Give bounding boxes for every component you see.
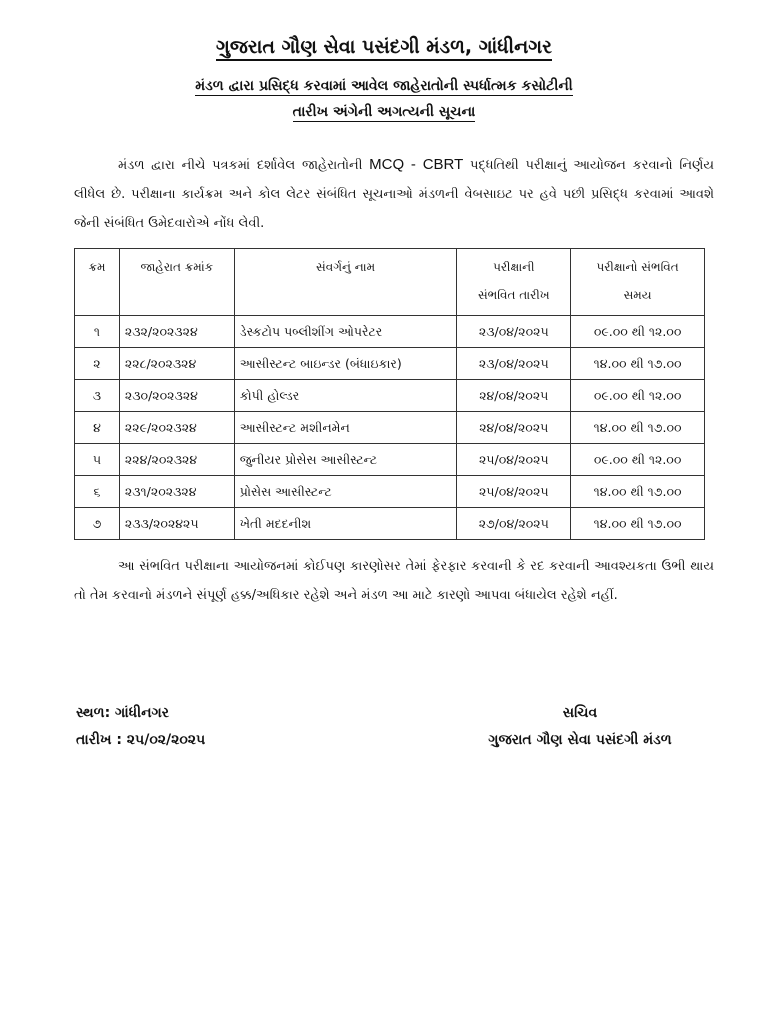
cell-exam-time: ૦૯.૦૦ થી ૧૨.૦૦ <box>571 444 705 476</box>
table-header-row <box>75 249 705 316</box>
cell-cadre-name: આસીસ્ટન્ટ બાઇન્ડર (બંધાઇકાર) <box>234 348 457 380</box>
cell-exam-time: ૦૯.૦૦ થી ૧૨.૦૦ <box>571 380 705 412</box>
cell-cadre-name: કોપી હોલ્ડર <box>234 380 457 412</box>
place-date-block <box>76 700 205 754</box>
cell-cadre-name: જુનીયર પ્રોસેસ આસીસ્ટન્ટ <box>234 444 457 476</box>
note-text: આ સંભવિત પરીક્ષાના આયોજનમાં કોઈપણ કારણોસર તેમાં ફેરફાર કરવાની કે રદ કરવાની આવશ્યકતા ઉભી થાય તો તેમ કરવાનો મંડળને સંપૂર્ણ હક્ક/અધિકાર રહેશે અને મંડળ આ માટે કારણો આપવા બંધાયેલ રહેશે નહીં. <box>74 559 714 603</box>
cell-advertisement-no: ૨૨૪/૨૦૨૩૨૪ <box>119 444 234 476</box>
cell-cadre-name: પ્રોસેસ આસીસ્ટન્ટ <box>234 476 457 508</box>
table-row <box>75 316 705 348</box>
cell-cadre-name: ડેસ્કટોપ પબ્લીશીંગ ઓપરેટર <box>234 316 457 348</box>
notice-subtitle-line1: મંડળ દ્વારા પ્રસિદ્ધ કરવામાં આવેલ જાહેરાતોની સ્પર્ધાત્મક કસોટીની <box>195 78 573 94</box>
header-serial: ક્રમ <box>75 249 120 316</box>
date-label: તારીખ : ૨૫/૦૨/૨૦૨૫ <box>76 732 206 748</box>
notice-title: ગુજરાત ગૌણ સેવા પસંદગી મંડળ, ગાંધીનગર <box>0 36 768 58</box>
note-paragraph <box>74 552 714 610</box>
table-row <box>75 380 705 412</box>
cell-exam-date: ૨૫/૦૪/૨૦૨૫ <box>457 476 571 508</box>
cell-cadre-name: ખેતી મદદનીશ <box>234 508 457 540</box>
intro-text-part1: મંડળ દ્વારા નીચે પત્રકમાં દર્શાવેલ જાહેરાતોની <box>118 158 370 173</box>
cell-exam-date: ૨૪/૦૪/૨૦૨૫ <box>457 380 571 412</box>
cell-serial: ૬ <box>75 476 120 508</box>
cell-exam-date: ૨૩/૦૪/૨૦૨૫ <box>457 348 571 380</box>
cell-advertisement-no: ૨૩૧/૨૦૨૩૨૪ <box>119 476 234 508</box>
cell-exam-date: ૨૪/૦૪/૨૦૨૫ <box>457 412 571 444</box>
cell-advertisement-no: ૨૩૦/૨૦૨૩૨૪ <box>119 380 234 412</box>
cell-exam-date: ૨૭/૦૪/૨૦૨૫ <box>457 508 571 540</box>
cell-exam-date: ૨૫/૦૪/૨૦૨૫ <box>457 444 571 476</box>
cell-exam-time: ૦૯.૦૦ થી ૧૨.૦૦ <box>571 316 705 348</box>
cell-serial: ૧ <box>75 316 120 348</box>
notice-subtitle-line2: તારીખ અંગેની અગત્યની સૂચના <box>292 104 476 120</box>
cell-exam-time: ૧૪.૦૦ થી ૧૭.૦૦ <box>571 348 705 380</box>
exam-mode: MCQ - CBRT <box>369 156 464 173</box>
header-exam-date: પરીક્ષાની સંભવિત તારીખ <box>457 249 571 316</box>
table-row <box>75 508 705 540</box>
header-advertisement-no: જાહેરાત ક્રમાંક <box>119 249 234 316</box>
cell-serial: ૨ <box>75 348 120 380</box>
cell-advertisement-no: ૨૨૮/૨૦૨૩૨૪ <box>119 348 234 380</box>
cell-advertisement-no: ૨૩૨/૨૦૨૩૨૪ <box>119 316 234 348</box>
place-label: સ્થળ: ગાંધીનગર <box>76 705 170 721</box>
signatory-designation: સચિવ <box>562 705 598 721</box>
exam-schedule-table <box>74 248 705 540</box>
cell-serial: ૫ <box>75 444 120 476</box>
table-row <box>75 476 705 508</box>
cell-exam-time: ૧૪.૦૦ થી ૧૭.૦૦ <box>571 412 705 444</box>
intro-paragraph <box>74 150 714 238</box>
cell-exam-date: ૨૩/૦૪/૨૦૨૫ <box>457 316 571 348</box>
header-cadre-name: સંવર્ગનું નામ <box>234 249 457 316</box>
cell-cadre-name: આસીસ્ટન્ટ મશીનમેન <box>234 412 457 444</box>
cell-serial: ૭ <box>75 508 120 540</box>
table-row <box>75 444 705 476</box>
cell-exam-time: ૧૪.૦૦ થી ૧૭.૦૦ <box>571 508 705 540</box>
intro-text-part2: પદ્ધતિથી પરીક્ષાનું આયોજન કરવાનો નિર્ણય લીધેલ છે. પરીક્ષાના કાર્યક્રમ અને કોલ લેટર સંબંધિત સૂચનાઓ મંડળની વેબસાઇટ પર હવે પછી પ્રસિદ્ધ કરવામાં આવશે જેની સંબંધિત ઉમેદવારોએ નોંધ લેવી. <box>74 158 714 231</box>
signatory-block <box>440 700 720 754</box>
table-row <box>75 412 705 444</box>
signatory-organization: ગુજરાત ગૌણ સેવા પસંદગી મંડળ <box>488 732 672 748</box>
table-row <box>75 348 705 380</box>
cell-serial: ૪ <box>75 412 120 444</box>
cell-exam-time: ૧૪.૦૦ થી ૧૭.૦૦ <box>571 476 705 508</box>
cell-serial: ૩ <box>75 380 120 412</box>
header-exam-time: પરીક્ષાનો સંભવિત સમય <box>571 249 705 316</box>
cell-advertisement-no: ૨૩૩/૨૦૨૪૨૫ <box>119 508 234 540</box>
cell-advertisement-no: ૨૨૯/૨૦૨૩૨૪ <box>119 412 234 444</box>
